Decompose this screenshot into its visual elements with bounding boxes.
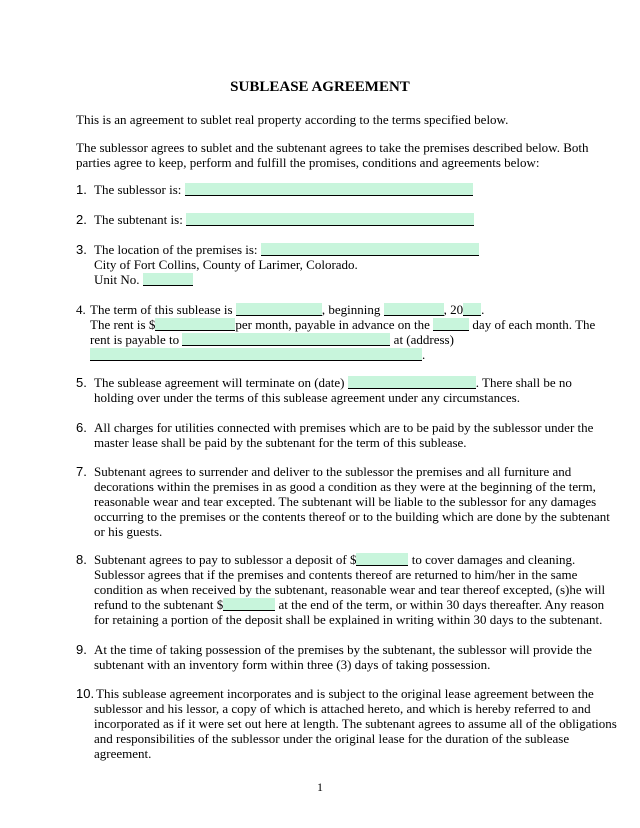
clause-line: or his guests. [94,524,163,539]
parties-line-1: The sublessor agrees to sublet and the subtenant agrees to take the premises described below. Both [76,140,589,155]
clause-number: 7. [76,464,87,479]
refund-label: refund to the subtenant $ [94,597,224,612]
rent-period-label: per month, payable in advance on the [235,317,434,332]
intro-paragraph: This is an agreement to sublet real property according to the terms specified below. [76,112,509,127]
clause-line: and responsibilities of the sublessor under the original lease for the duration of the sublease [94,731,570,746]
clause-number: 9. [76,642,87,657]
clause-line: for retaining a portion of the deposit shall be explained in writing within 30 days to the subtenant. [94,612,603,627]
clause-line: At the time of taking possession of the premises by the subtenant, the sublessor will provide the [94,642,592,657]
clause-text: The sublessor is: [94,182,185,197]
clause-line: reasonable wear and tear excepted. The subtenant will be liable to the sublessor for any damages [94,494,597,509]
payable-label: rent is payable to [90,332,183,347]
clause-line: Sublessor agrees that if the premises and contents thereof are returned to him/her in the same [94,567,578,582]
rent-label: The rent is $ [90,317,156,332]
beginning-label: , beginning [321,302,384,317]
deposit-amount-field[interactable] [356,553,408,566]
clause-number: 10. [76,686,95,701]
term-end-label: . [481,302,485,317]
clause-line: condition as when received by the subtenant, reasonable wear and tear thereof excepted, (s)he will [94,582,606,597]
clause-number: 5. [76,375,87,390]
rent-day-label: day of each month. The [469,317,596,332]
clause-line: Subtenant agrees to surrender and deliver to the sublessor the premises and all furniture and [94,464,572,479]
city-line: City of Fort Collins, County of Larimer, Colorado. [94,257,358,272]
unit-label: Unit No. [94,272,143,287]
document-title: SUBLEASE AGREEMENT [230,79,410,95]
clause-line: occurring to the premises or the contents thereof or to the building which are done by the subtenant [94,509,610,524]
rent-day-field[interactable] [433,318,469,331]
payee-address-field[interactable] [90,348,422,361]
address-label: at (address) [390,332,454,347]
clause-number: 2. [76,212,87,227]
deposit-label: Subtenant agrees to pay to sublessor a deposit of $ [94,552,357,567]
address-end-label: . [422,347,426,362]
beginning-date-field[interactable] [384,303,444,316]
deposit-rest: to cover damages and cleaning. [408,552,576,567]
parties-line-2: parties agree to keep, perform and fulfill the promises, conditions and agreements below: [76,155,540,170]
page-number: 1 [317,780,323,794]
clause-number: 1. [76,182,87,197]
clause-line: master lease shall be paid by the subtenant for the term of this sublease. [94,435,467,450]
clause-line: incorporated as if it were set out here at length. The subtenant agrees to assume all of the obligations [94,716,617,731]
clause-line: All charges for utilities connected with premises which are to be paid by the sublessor under the [94,420,594,435]
clause-number: 8. [76,552,87,567]
terminate-label: The sublease agreement will terminate on (date) [94,375,348,390]
clause-text: The location of the premises is: [94,242,261,257]
year-label: , 20 [443,302,464,317]
clause-line: decorations within the premises in as good a condition as they were at the beginning of the term, [94,479,596,494]
rent-amount-field[interactable] [155,318,235,331]
term-label: The term of this sublease is [90,302,236,317]
clause-number: 6. [76,420,87,435]
clause-line: subtenant with an inventory form within three (3) days of taking possession. [94,657,491,672]
sublessor-name-field[interactable] [185,183,473,196]
refund-amount-field[interactable] [223,598,275,611]
unit-number-field[interactable] [143,273,193,286]
refund-rest: at the end of the term, or within 30 days thereafter. Any reason [275,597,605,612]
clause-line: sublessor and his lessor, a copy of which is attached hereto, and which is hereby referred to and [94,701,591,716]
termination-date-field[interactable] [348,376,476,389]
parties-paragraph [76,140,606,170]
clause-line: This sublease agreement incorporates and is subject to the original lease agreement between the [96,686,594,701]
clause-text: The subtenant is: [94,212,187,227]
clause-number: 3. [76,242,87,257]
premises-location-field[interactable] [261,243,479,256]
subtenant-name-field[interactable] [186,213,474,226]
term-field[interactable] [236,303,322,316]
payee-field[interactable] [182,333,390,346]
year-field[interactable] [463,303,481,316]
clause-number: 4. [76,302,86,317]
clause-line: agreement. [94,746,152,761]
clause-line: holding over under the terms of this sublease agreement under any circumstances. [94,390,520,405]
terminate-rest: . There shall be no [475,375,572,390]
